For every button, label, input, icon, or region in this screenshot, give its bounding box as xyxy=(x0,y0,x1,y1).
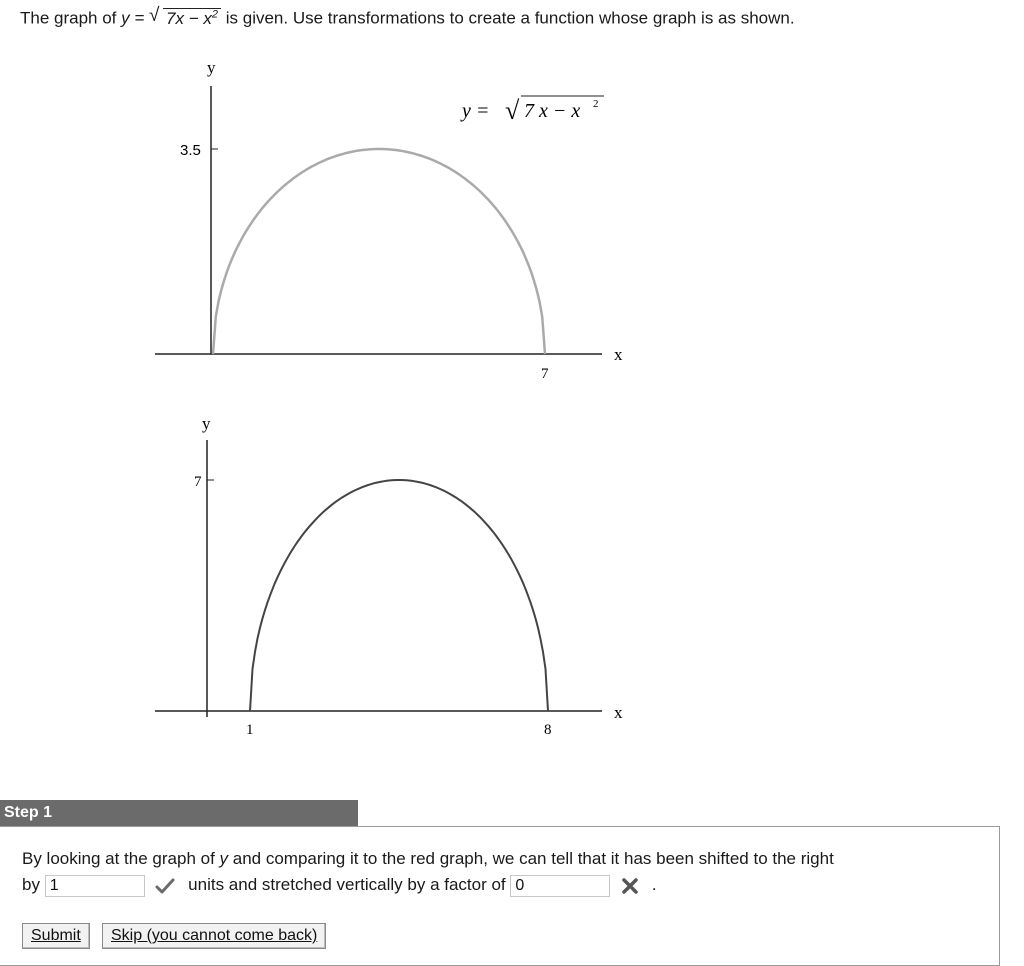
graph2-x-label: x xyxy=(614,703,623,722)
step-text-by: by xyxy=(22,875,40,894)
graph1-x-label: x xyxy=(614,345,623,364)
question-exponent: 2 xyxy=(211,8,218,20)
graph1-label-exp: 2 xyxy=(593,98,599,110)
graph2-y-label: y xyxy=(202,414,211,433)
graph1-y-label: y xyxy=(207,58,216,77)
graph1-x-tick: 7 xyxy=(541,366,549,382)
graph-transformed xyxy=(0,400,700,800)
question-sqrt: √ $7x - x^2$ xyxy=(149,8,221,29)
graph2-curve xyxy=(250,480,548,711)
step-tab: Step 1 xyxy=(0,800,358,826)
question-suffix: is given. Use transformations to create a function whose graph is as shown. xyxy=(225,8,795,28)
graph1-curve-label xyxy=(460,96,604,125)
graph1-y-tick: 3.5 xyxy=(180,142,201,159)
graph1-label-radicand: 7 x − x xyxy=(524,100,581,122)
stretch-input[interactable]: 0 xyxy=(510,875,610,897)
step-var: y xyxy=(219,849,229,868)
shift-input[interactable]: 1 xyxy=(45,875,145,897)
graph1-label-lhs: y = xyxy=(462,100,490,122)
question-prefix: The graph of xyxy=(20,8,117,28)
step-period: . xyxy=(651,875,657,894)
graph2-y-tick: 7 xyxy=(194,474,202,490)
check-icon xyxy=(155,878,175,894)
graph-original xyxy=(0,0,700,400)
graph1-label-radical: √ xyxy=(505,96,520,125)
submit-button[interactable]: Submit xyxy=(22,923,90,949)
step-text-after-shift: units and stretched vertically by a factor of xyxy=(188,875,506,894)
question-func-lhs: y = xyxy=(121,8,145,28)
graph1-curve xyxy=(213,149,545,354)
skip-button[interactable]: Skip (you cannot come back) xyxy=(102,923,326,949)
step-text-mid: and comparing it to the red graph, we can tell that it has been shifted to the right xyxy=(232,849,834,868)
graph2-x-tick-right: 8 xyxy=(544,722,552,738)
graph2-x-tick-left: 1 xyxy=(246,722,254,738)
step-text-before: By looking at the graph of xyxy=(22,849,215,868)
cross-icon xyxy=(621,878,639,894)
question-radicand: 7x − x xyxy=(166,8,212,28)
step-instructions xyxy=(22,846,982,898)
